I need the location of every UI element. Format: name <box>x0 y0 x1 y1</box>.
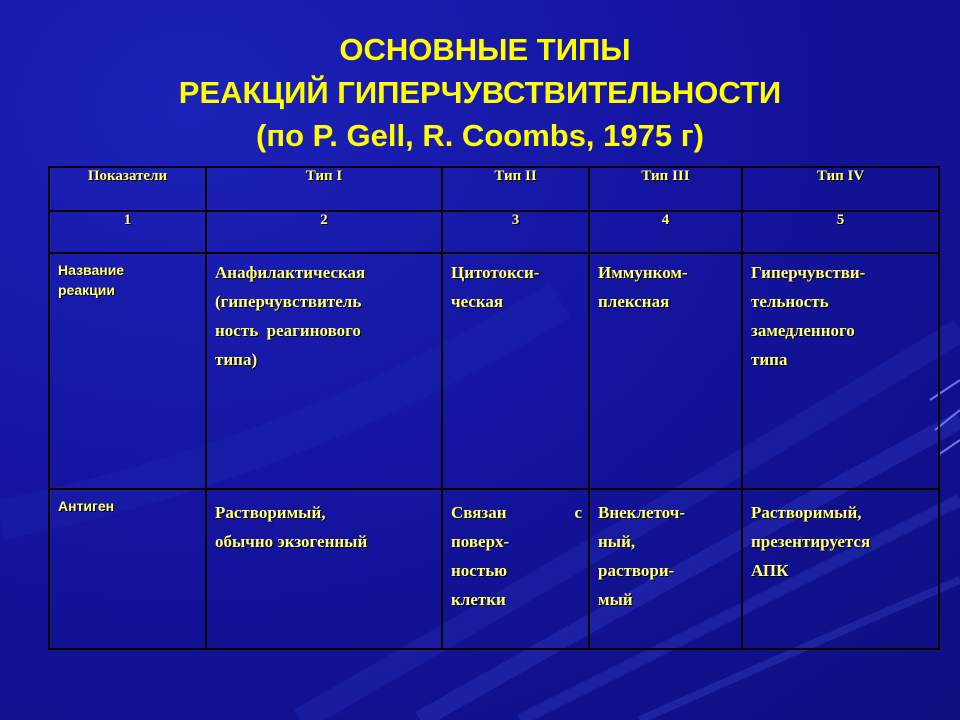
cell-type3-antigen <box>589 489 742 649</box>
title-line-3: (по P. Gell, R. Coombs, 1975 г) <box>256 118 704 153</box>
cell-line: раствори- <box>598 561 675 580</box>
cell-type2-name <box>442 253 589 489</box>
hypersensitivity-table <box>48 166 940 650</box>
cell-type3-name <box>589 253 742 489</box>
header-indicators: Показатели <box>49 167 206 211</box>
table-number-row <box>49 211 939 253</box>
cell-line: Анафилактическая <box>215 263 366 282</box>
cell-line: Внеклеточ- <box>598 503 685 522</box>
cell-line: мый <box>598 590 633 609</box>
cell-word: Связан <box>451 503 507 522</box>
cell-line: типа <box>751 350 788 369</box>
cell-type1-antigen <box>206 489 442 649</box>
cell-line: ностью <box>451 561 508 580</box>
cell-line: замедленного <box>751 321 855 340</box>
cell-type1-name <box>206 253 442 489</box>
cell-line: Гиперчувстви- <box>751 263 866 282</box>
cell-line: плексная <box>598 292 670 311</box>
column-number: 3 <box>442 211 589 253</box>
row-label-line: реакции <box>58 282 115 298</box>
cell-line: Цитотокси- <box>451 263 540 282</box>
cell-type2-antigen <box>442 489 589 649</box>
table-row-reaction-name <box>49 253 939 489</box>
cell-line: тельность <box>751 292 829 311</box>
cell-line: ность реагинового <box>215 321 361 340</box>
cell-line: Иммунком- <box>598 263 688 282</box>
title-line-1: ОСНОВНЫЕ ТИПЫ <box>339 32 631 67</box>
cell-line: поверх- <box>451 532 510 551</box>
header-type-1: Тип I <box>206 167 442 211</box>
header-type-2: Тип II <box>442 167 589 211</box>
header-type-4: Тип IV <box>742 167 939 211</box>
cell-line: АПК <box>751 561 789 580</box>
row-label-reaction-name <box>49 253 206 489</box>
column-number: 2 <box>206 211 442 253</box>
title-line-2: РЕАКЦИЙ ГИПЕРЧУВСТВИТЕЛЬНОСТИ <box>178 75 782 110</box>
column-number: 5 <box>742 211 939 253</box>
cell-line: Растворимый, <box>751 503 862 522</box>
column-number: 1 <box>49 211 206 253</box>
cell-line: ческая <box>451 292 504 311</box>
cell-line: клетки <box>451 590 506 609</box>
table-row-antigen <box>49 489 939 649</box>
cell-line: презентируется <box>751 532 871 551</box>
cell-type4-name <box>742 253 939 489</box>
header-type-3: Тип III <box>589 167 742 211</box>
cell-line: Растворимый, <box>215 503 326 522</box>
cell-line-justified <box>451 498 582 527</box>
column-number: 4 <box>589 211 742 253</box>
row-label-line: Антиген <box>58 498 115 514</box>
slide-title <box>0 28 960 157</box>
cell-line: ный, <box>598 532 636 551</box>
cell-line: (гиперчувствитель <box>215 292 362 311</box>
row-label-line: Название <box>58 262 125 278</box>
cell-type4-antigen <box>742 489 939 649</box>
cell-word: с <box>574 503 582 522</box>
row-label-antigen <box>49 489 206 649</box>
cell-line: обычно экзогенный <box>215 532 368 551</box>
table-header-row <box>49 167 939 211</box>
cell-line: типа) <box>215 350 258 369</box>
